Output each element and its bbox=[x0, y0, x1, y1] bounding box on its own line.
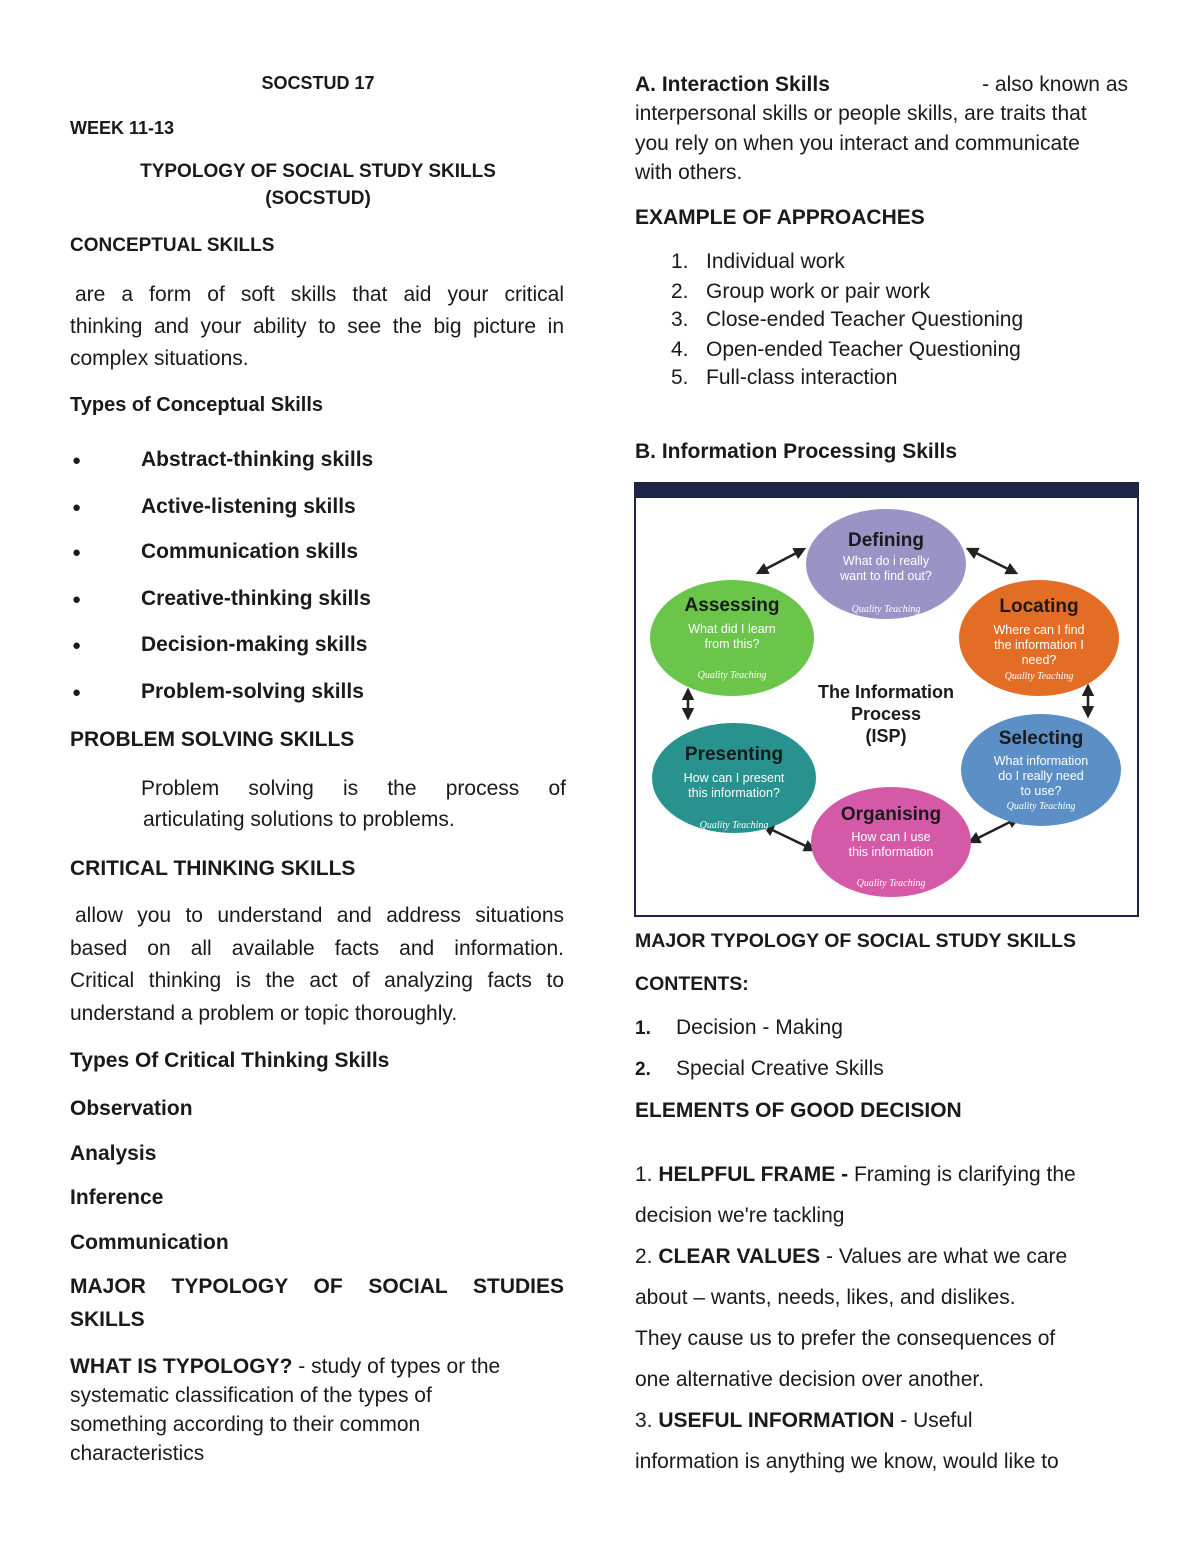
list-item-number: 2. bbox=[635, 1059, 651, 1080]
info-processing-heading: B. Information Processing Skills bbox=[635, 440, 958, 463]
bullet: ● bbox=[72, 591, 82, 608]
stage-title: Selecting bbox=[998, 728, 1084, 749]
stage-question: from this? bbox=[704, 637, 760, 651]
bullet: ● bbox=[72, 684, 82, 701]
bullet: ● bbox=[72, 544, 82, 561]
list-item-number: 1. bbox=[671, 250, 689, 273]
types-conceptual-heading: Types of Conceptual Skills bbox=[70, 394, 324, 416]
stage-question: need? bbox=[1021, 653, 1057, 667]
stage-footer: Quality Teaching bbox=[851, 604, 921, 615]
stage-title: Assessing bbox=[684, 595, 780, 616]
stage-question: What information bbox=[993, 754, 1089, 768]
element-line: information is anything we know, would like to bbox=[635, 1450, 1059, 1473]
stage-question: How can I use bbox=[851, 830, 931, 844]
list-item: Open-ended Teacher Questioning bbox=[706, 338, 1021, 361]
stage-selecting bbox=[961, 714, 1121, 826]
arrow-assessing-defining bbox=[758, 549, 804, 573]
list-item: Group work or pair work bbox=[706, 280, 931, 303]
conceptual-heading: CONCEPTUAL SKILLS bbox=[70, 235, 275, 256]
typology-def-line3: something according to their common bbox=[70, 1413, 421, 1436]
approaches-heading: EXAMPLE OF APPROACHES bbox=[635, 206, 925, 229]
interaction-line3: you rely on when you interact and communicate bbox=[635, 132, 1080, 155]
stage-footer: Quality Teaching bbox=[1006, 801, 1076, 812]
element-term: HELPFUL FRAME - bbox=[658, 1163, 849, 1186]
element-line: one alternative decision over another. bbox=[635, 1368, 985, 1391]
bullet: ● bbox=[72, 637, 82, 654]
stage-footer: Quality Teaching bbox=[697, 670, 767, 681]
critical-desc-line4: understand a problem or topic thoroughly. bbox=[70, 1002, 458, 1025]
bullet: ● bbox=[72, 452, 82, 469]
list-item-number: 5. bbox=[671, 366, 689, 389]
critical-type: Observation bbox=[70, 1097, 193, 1120]
types-critical-heading: Types Of Critical Thinking Skills bbox=[70, 1049, 390, 1072]
list-item: Communication skills bbox=[141, 540, 359, 563]
stage-question: the information I bbox=[994, 638, 1084, 652]
critical-type: Analysis bbox=[70, 1142, 157, 1165]
major-typology-heading-line1: MAJOR TYPOLOGY OF SOCIAL STUDIES bbox=[70, 1275, 564, 1298]
stage-question: Where can I find bbox=[993, 623, 1085, 637]
critical-desc-line1: allow you to understand and address situations bbox=[75, 904, 564, 927]
critical-thinking-heading: CRITICAL THINKING SKILLS bbox=[70, 857, 356, 880]
stage-organising bbox=[811, 787, 971, 897]
list-item: Close-ended Teacher Questioning bbox=[706, 308, 1024, 331]
conceptual-desc-line2: thinking and your ability to see the big picture in bbox=[70, 315, 564, 338]
contents-heading: CONTENTS: bbox=[635, 973, 749, 995]
list-item-number: 3. bbox=[671, 308, 689, 331]
major-typology-heading-line2: SKILLS bbox=[70, 1308, 145, 1331]
stage-title: Presenting bbox=[684, 744, 784, 765]
information-process-diagram bbox=[634, 482, 1139, 917]
stage-question: do I really need bbox=[998, 769, 1084, 783]
list-item-number: 1. bbox=[635, 1018, 651, 1039]
interaction-line1-rest: - also known as bbox=[982, 73, 1128, 96]
element-line: They cause us to prefer the consequences of bbox=[635, 1327, 1056, 1350]
interaction-line4: with others. bbox=[635, 161, 743, 184]
problem-desc-line2: articulating solutions to problems. bbox=[143, 808, 455, 831]
list-item-number: 2. bbox=[671, 280, 689, 303]
bullet: ● bbox=[72, 499, 82, 516]
typology-def-line1: - study of types or the bbox=[292, 1355, 501, 1378]
isp-diagram-svg bbox=[636, 498, 1137, 915]
diagram-center-title: The Information bbox=[818, 682, 954, 702]
stage-question: What did I learn bbox=[688, 622, 776, 636]
problem-solving-heading: PROBLEM SOLVING SKILLS bbox=[70, 728, 355, 751]
typology-def-line4: characteristics bbox=[70, 1442, 205, 1465]
list-item-number: 4. bbox=[671, 338, 689, 361]
typology-definition bbox=[70, 1352, 570, 1468]
elements-heading: ELEMENTS OF GOOD DECISION bbox=[635, 1099, 962, 1122]
stage-footer: Quality Teaching bbox=[1004, 671, 1074, 682]
conceptual-desc-line3: complex situations. bbox=[70, 347, 249, 370]
stage-footer: Quality Teaching bbox=[699, 820, 769, 831]
stage-question: want to find out? bbox=[840, 569, 932, 583]
stage-locating bbox=[959, 580, 1119, 696]
typology-term: WHAT IS TYPOLOGY? bbox=[70, 1355, 293, 1378]
stage-question: What do i really bbox=[842, 554, 930, 568]
element-line: decision we're tackling bbox=[635, 1204, 845, 1227]
element-term: USEFUL INFORMATION bbox=[658, 1409, 895, 1432]
critical-type: Communication bbox=[70, 1231, 229, 1254]
major-typology-heading: MAJOR TYPOLOGY OF SOCIAL STUDY SKILLS bbox=[635, 930, 1076, 952]
week-label: WEEK 11-13 bbox=[70, 118, 175, 138]
problem-desc-line1: Problem solving is the process of bbox=[141, 777, 566, 800]
element-term: CLEAR VALUES bbox=[658, 1245, 821, 1268]
list-item: Individual work bbox=[706, 250, 845, 273]
arrow-organising-presenting bbox=[764, 826, 814, 850]
list-item: Full-class interaction bbox=[706, 366, 898, 389]
list-item: Decision - Making bbox=[676, 1016, 843, 1039]
stage-question: this information? bbox=[688, 786, 780, 800]
list-item: Active-listening skills bbox=[141, 495, 356, 518]
element-helpful-frame: 1. HELPFUL FRAME - Framing is clarifying the decision we're tackling 2. CLEAR VALUES - Values are what we care about – wants, needs, likes, and dislikes. They cause us to prefer the consequences of one alternative decision over another. 3. USEFUL INFORMATION - Useful information is anything we know, would like to bbox=[635, 1163, 1076, 1473]
doc-title-line1: TYPOLOGY OF SOCIAL STUDY SKILLS bbox=[140, 161, 496, 182]
stage-title: Defining bbox=[848, 530, 924, 551]
doc-title-line2: (SOCSTUD) bbox=[265, 188, 371, 209]
typology-def-line2: systematic classification of the types of bbox=[70, 1384, 432, 1407]
stage-title: Organising bbox=[840, 804, 942, 825]
course-code: SOCSTUD 17 bbox=[261, 73, 375, 93]
stage-question: this information bbox=[848, 845, 934, 859]
stage-footer: Quality Teaching bbox=[856, 878, 926, 889]
list-item: Creative-thinking skills bbox=[141, 587, 371, 610]
list-item: Abstract-thinking skills bbox=[141, 448, 374, 471]
element-line: about – wants, needs, likes, and dislikes. bbox=[635, 1286, 1016, 1309]
stage-assessing bbox=[650, 580, 814, 696]
list-item: Special Creative Skills bbox=[676, 1057, 884, 1080]
critical-desc-line2: based on all available facts and information. bbox=[70, 937, 564, 960]
conceptual-desc-line1: are a form of soft skills that aid your critical bbox=[75, 283, 564, 306]
diagram-center-title: (ISP) bbox=[865, 726, 907, 746]
list-item: Problem-solving skills bbox=[141, 680, 364, 703]
interaction-line2: interpersonal skills or people skills, are traits that bbox=[635, 102, 1087, 125]
diagram-center-title: Process bbox=[850, 704, 922, 724]
stage-presenting bbox=[652, 723, 816, 833]
stage-question: to use? bbox=[1020, 784, 1062, 798]
stage-defining bbox=[806, 509, 966, 619]
critical-desc-line3: Critical thinking is the act of analyzing facts to bbox=[70, 969, 564, 992]
stage-question: How can I present bbox=[683, 771, 785, 785]
critical-type: Inference bbox=[70, 1186, 164, 1209]
list-item: Decision-making skills bbox=[141, 633, 368, 656]
arrow-defining-locating bbox=[968, 549, 1016, 573]
interaction-skills-line1 bbox=[635, 73, 1128, 97]
interaction-skills-label: A. Interaction Skills bbox=[635, 73, 830, 96]
stage-title: Locating bbox=[999, 596, 1079, 617]
